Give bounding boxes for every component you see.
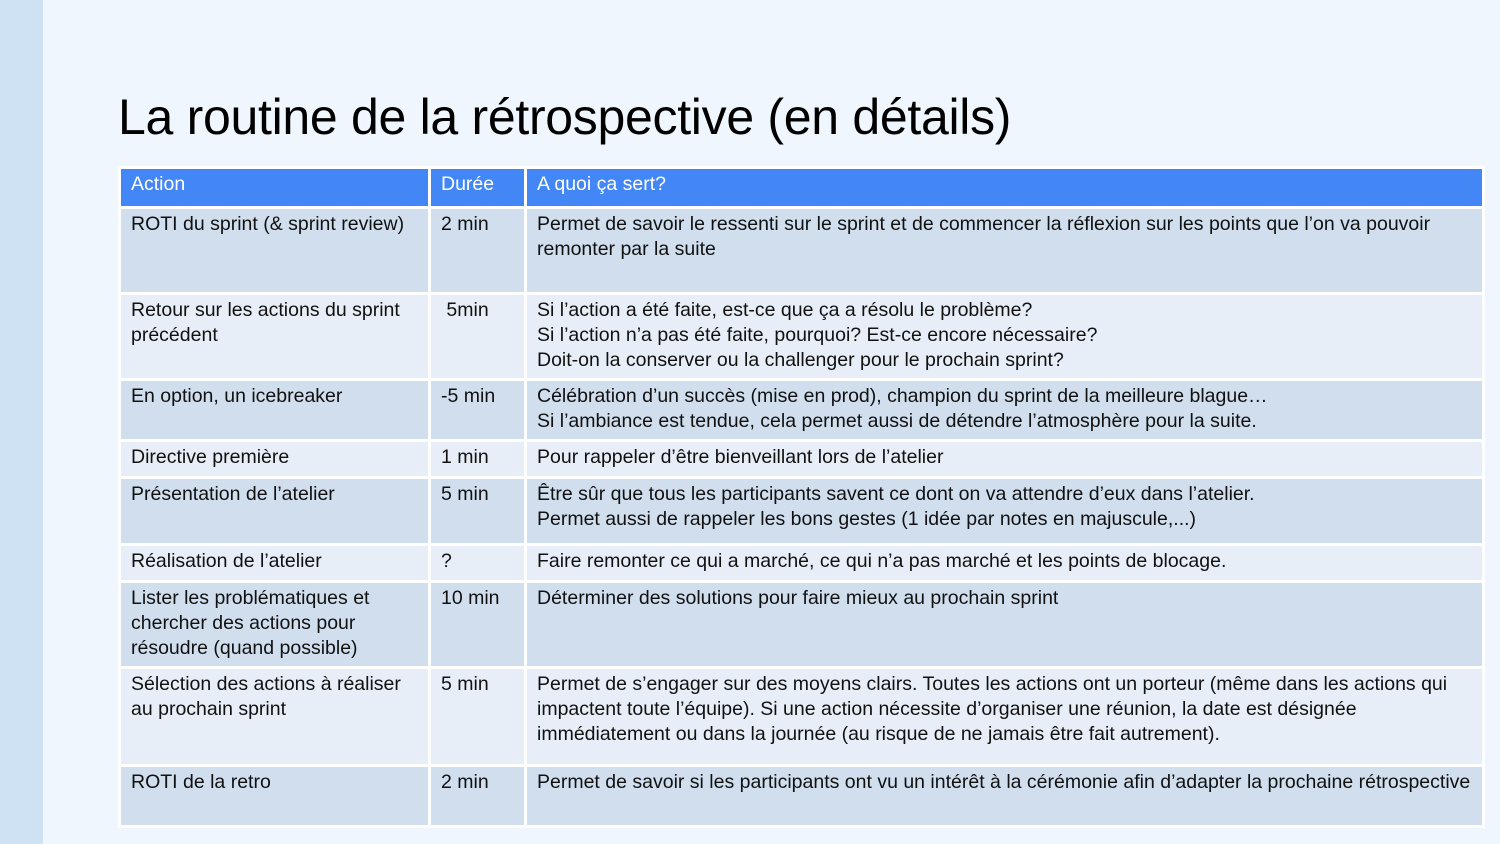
table-header-row [120,168,1484,208]
table-row [120,441,1484,478]
purpose-line: Déterminer des solutions pour faire mieux au prochain sprint [537,587,1059,609]
table-row [120,294,1484,380]
action-cell: Directive première [120,441,430,478]
purpose-cell [526,478,1484,545]
table-row [120,668,1484,766]
duration-cell: 5 min [430,478,526,545]
action-cell: En option, un icebreaker [120,380,430,441]
purpose-cell [526,545,1484,582]
duration-cell: -5 min [430,380,526,441]
duration-cell: 2 min [430,208,526,294]
duration-cell: 2 min [430,766,526,827]
purpose-line: Pour rappeler d’être bienveillant lors de l’atelier [537,446,944,468]
action-cell: ROTI du sprint (& sprint review) [120,208,430,294]
table-row [120,478,1484,545]
purpose-line: Faire remonter ce qui a marché, ce qui n’a pas marché et les points de blocage. [537,550,1227,572]
purpose-cell [526,441,1484,478]
purpose-line: Permet aussi de rappeler les bons gestes (1 idée par notes en majuscule,...) [537,508,1197,530]
action-cell: Réalisation de l’atelier [120,545,430,582]
purpose-cell [526,668,1484,766]
table-row [120,380,1484,441]
table-row [120,545,1484,582]
action-cell: Présentation de l’atelier [120,478,430,545]
purpose-line: Être sûr que tous les participants savent ce dont on va attendre d’eux dans l’atelier. [537,483,1255,505]
header-purpose: A quoi ça sert? [526,168,1484,208]
purpose-line: Permet de savoir si les participants ont vu un intérêt à la cérémonie afin d’adapter la prochaine rétrospective [537,771,1471,793]
purpose-line: Si l’action a été faite, est-ce que ça a résolu le problème? [537,299,1033,321]
table-row [120,766,1484,827]
purpose-line: Permet de s’engager sur des moyens clairs. Toutes les actions ont un porteur (même dans les actions qui impactent toute l’équipe). Si une action nécessite d’organiser une réunion, la date est désignée immédiatement ou dans la journée (au risque de ne jamais être fait autrement). [537,673,1448,745]
slide-title: La routine de la rétrospective (en détails) [118,89,1012,145]
header-duration: Durée [430,168,526,208]
duration-cell: 5 min [430,668,526,766]
action-cell: Lister les problématiques et chercher des actions pour résoudre (quand possible) [120,582,430,668]
purpose-line: Célébration d’un succès (mise en prod), champion du sprint de la meilleure blague… [537,385,1268,407]
purpose-line: Si l’ambiance est tendue, cela permet aussi de détendre l’atmosphère pour la suite. [537,410,1257,432]
purpose-line: Doit-on la conserver ou la challenger pour le prochain sprint? [537,349,1064,371]
purpose-cell [526,294,1484,380]
table-row [120,208,1484,294]
purpose-cell [526,380,1484,441]
action-cell: Sélection des actions à réaliser au prochain sprint [120,668,430,766]
purpose-line: Si l’action n’a pas été faite, pourquoi? Est-ce encore nécessaire? [537,324,1098,346]
purpose-line: Permet de savoir le ressenti sur le sprint et de commencer la réflexion sur les points que l’on va pouvoir remonter par la suite [537,213,1431,260]
purpose-cell [526,582,1484,668]
header-action: Action [120,168,430,208]
duration-cell: 1 min [430,441,526,478]
purpose-cell [526,208,1484,294]
side-accent-bar [0,0,43,844]
table-row [120,582,1484,668]
action-cell: Retour sur les actions du sprint précédent [120,294,430,380]
retrospective-table [118,166,1485,828]
action-cell: ROTI de la retro [120,766,430,827]
duration-cell: 5min [430,294,526,380]
duration-cell: ? [430,545,526,582]
duration-cell: 10 min [430,582,526,668]
purpose-cell [526,766,1484,827]
